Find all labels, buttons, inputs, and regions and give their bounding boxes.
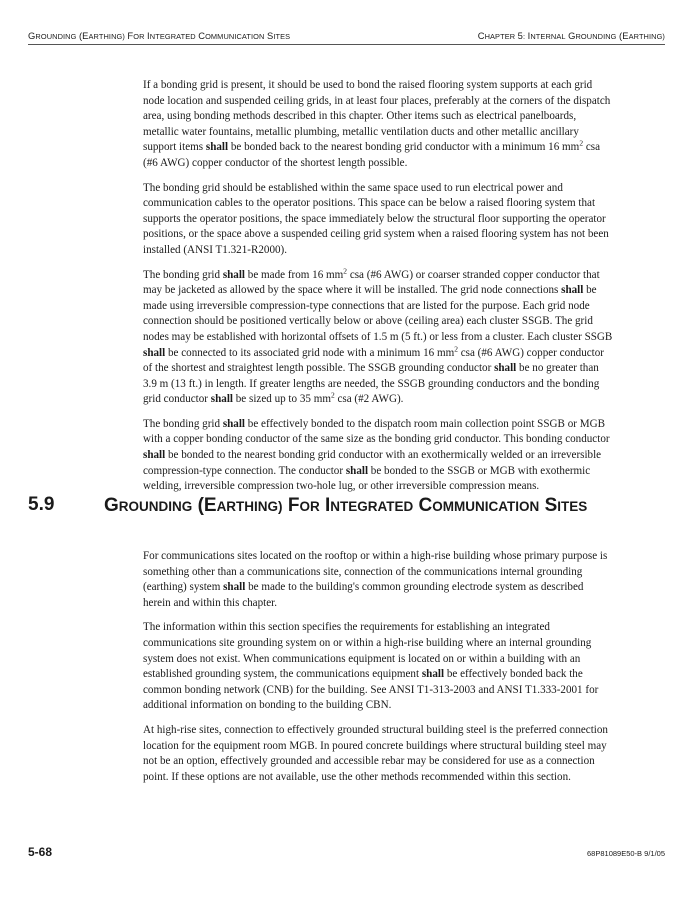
shall-keyword: shall: [222, 417, 246, 430]
page-footer: [28, 845, 665, 859]
text-run: be bonded to the SSGB or MGB with exothermic welding, irreversible compression two-hole lug, or other irreversible compression means.: [143, 464, 591, 493]
text-run: be no greater than 3.9 m (13 ft.) in length. If greater lengths are needed, the SSGB grounding conductors and the bonding grid conductor: [143, 362, 600, 406]
shall-keyword: shall: [421, 668, 445, 681]
shall-keyword: shall: [205, 141, 229, 154]
shall-keyword: shall: [210, 393, 233, 406]
section-title: GROUNDING (EARTHING) FOR INTEGRATED COMMUNICATION SITES: [104, 495, 588, 516]
superscript: 2: [454, 343, 458, 353]
shall-keyword: shall: [222, 268, 246, 281]
shall-keyword: shall: [561, 284, 584, 297]
text-run: be made using irreversible compression-type connections that are listed for the purpose. Each grid node connection should be positioned vertically below or above (ceiling area) each cluster SSGB. The grid nodes may be established with horizontal offsets of 1.5 m (5 ft.) or less from a cluster. Each cluster SSGB: [143, 284, 613, 343]
header-right: CHAPTER 5: INTERNAL GROUNDING (EARTHING): [477, 30, 665, 41]
paragraph: [143, 723, 613, 785]
text-run: csa (#6 AWG) or coarser stranded copper conductor that may be jacketed as allowed by the space where it will be installed. The grid node connections: [143, 268, 600, 297]
shall-keyword: shall: [223, 581, 246, 594]
shall-keyword: shall: [345, 464, 369, 477]
superscript: 2: [330, 390, 335, 400]
shall-keyword: shall: [494, 362, 517, 375]
text-run: The bonding grid: [143, 417, 223, 430]
text-run: At high-rise sites, connection to effectively grounded structural building steel is the preferred connection location for the equipment room MGB. In poured concrete buildings where structural building steel may not be an option, effectively grounded and accessible rebar may be considered for use as a connection point. If these options are not available, use the other methods recommended within this section.: [143, 723, 608, 783]
text-run: be connected to its associated grid node with a minimum 16 mm: [165, 346, 455, 359]
document-id: 68P81089E50-B 9/1/05: [587, 849, 665, 858]
paragraph: [143, 549, 613, 611]
paragraph: [143, 417, 613, 495]
paragraph: [143, 620, 613, 714]
header-rule: [28, 44, 665, 45]
header-left: GROUNDING (EARTHING) FOR INTEGRATED COMMUNICATION SITES: [28, 30, 291, 41]
shall-keyword: shall: [143, 346, 166, 359]
body-text-bottom: [143, 549, 613, 794]
body-text-top: [143, 78, 613, 504]
page-number: 5-68: [28, 845, 53, 859]
section-number: 5.9: [28, 494, 55, 515]
text-run: The bonding grid should be established within the same space used to run electrical power and communication cables to the operator positions. This space can be below a raised flooring system that supports the operator positions, the space immediately below the structural floor supporting the operator positions, or the space above a suspended ceiling grid system when a raised flooring system has not been installed (ANSI T1.321-R2000).: [143, 181, 609, 256]
text-run: be effectively bonded to the dispatch room main collection point SSGB or MGB with a copper bonding conductor of the same size as the bonding grid conductor. This bonding conductor: [143, 417, 610, 446]
paragraph: [143, 78, 613, 172]
text-run: be made to the building's common grounding electrode system as described herein and within this chapter.: [143, 581, 584, 609]
shall-keyword: shall: [143, 449, 166, 462]
paragraph: [143, 265, 613, 408]
text-run: csa (#6 AWG) copper conductor of the shortest and straightest length possible. The SSGB grounding conductor: [143, 346, 605, 375]
paragraph: [143, 181, 613, 259]
superscript: 2: [579, 138, 584, 148]
superscript: 2: [343, 265, 348, 275]
text-run: For communications sites located on the rooftop or within a high-rise building whose primary purpose is something other than a communications site, connection of the communications internal grounding (earthing) system: [143, 550, 608, 594]
text-run: csa (#6 AWG) copper conductor of the shortest length possible.: [143, 141, 601, 169]
text-run: be bonded back to the nearest bonding grid conductor with a minimum 16 mm: [228, 141, 580, 154]
text-run: be effectively bonded back the common bonding network (CNB) for the building. See ANSI T1-313-2003 and ANSI T1.333-2001 for additional information on bonding to the building CBN.: [143, 668, 599, 712]
text-run: be made from 16 mm: [245, 268, 344, 281]
text-run: The information within this section specifies the requirements for establishing an integrated communications site grounding system on or within a high-rise building where an internal grounding system does not exist. When communications equipment is located on or within a building with an established grounding system, the communications equipment: [143, 621, 592, 681]
text-run: csa (#2 AWG).: [334, 393, 404, 406]
text-run: be bonded to the nearest bonding grid conductor with an exothermically welded or an irreversible compression-type connection. The conductor: [143, 449, 602, 477]
text-run: be sized up to 35 mm: [232, 393, 331, 406]
running-header: [28, 30, 665, 41]
text-run: The bonding grid: [143, 268, 223, 281]
text-run: If a bonding grid is present, it should be used to bond the raised flooring system supports at each grid node location and suspended ceiling grids, in at least four places, preferably at the corners of the dispatch area, using bonding methods described in this chapter. Other items such as electrical panelboards, metallic water fountains, metallic plumbing, metallic ventilation ducts and other metallic ancillary support items: [143, 79, 611, 154]
